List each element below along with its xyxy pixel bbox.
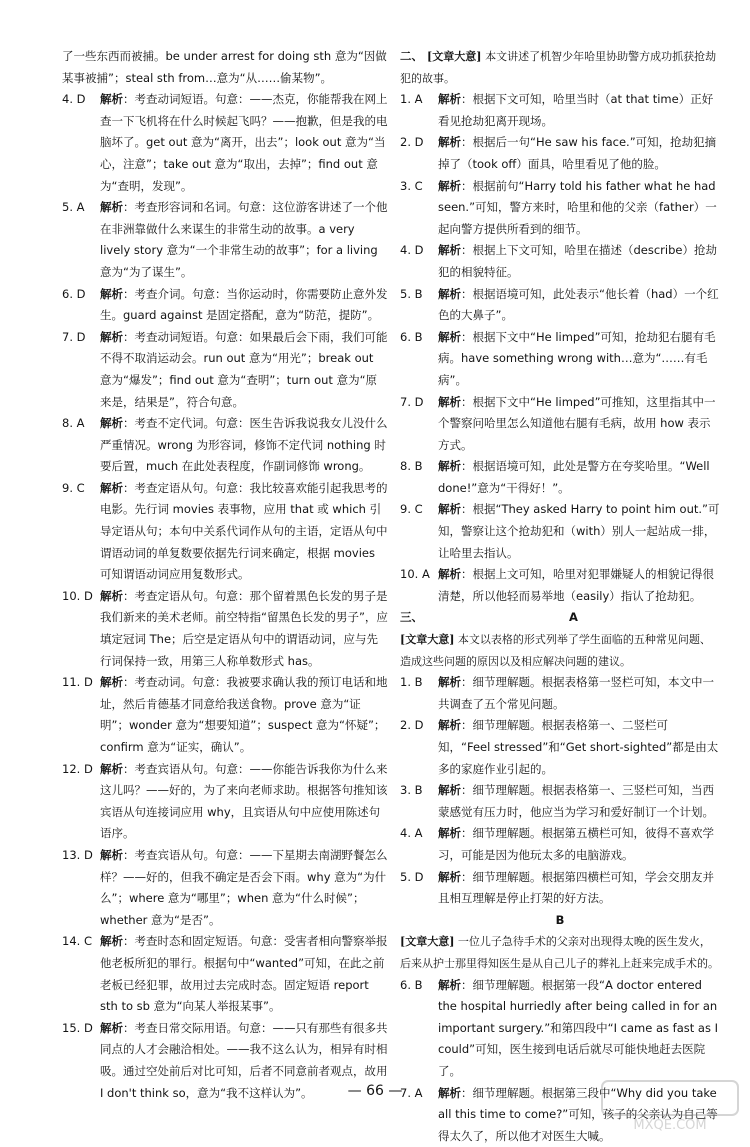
analysis-label: 解析 [100, 330, 123, 344]
analysis-text: ：根据前句“Harry told his father what he had seen.”可知，警方来时，哈里和他的父亲（father）一起向警方提供所看到的细节。 [438, 179, 717, 236]
question-number: 3. [400, 179, 411, 193]
analysis-text: ：根据上文可知，哈里对犯罪嫌疑人的相貌记得很清楚，所以他轻而易举地（easily）指认了抢劫犯。 [438, 567, 714, 603]
answer-item [400, 780, 720, 823]
section-header [400, 46, 720, 89]
answer-letter: D [84, 762, 93, 776]
answer-item [400, 327, 720, 392]
analysis-label: 解析 [438, 675, 461, 689]
question-number: 3. [400, 783, 411, 797]
analysis-text: ：考查不定代词。句意：医生告诉我说我女儿没什么严重情况。wrong 为形容词，修饰不定代词 nothing 时要后置，much 在此处表程度，作副词修饰 wrong。 [100, 416, 388, 473]
analysis-label: 解析 [100, 287, 123, 301]
analysis-label: 解析 [100, 848, 123, 862]
answer-number [62, 759, 93, 781]
analysis-label: 解析 [100, 589, 123, 603]
article-summary [400, 629, 720, 672]
answer-item [400, 499, 720, 564]
analysis-label: 解析 [438, 826, 461, 840]
watermark-graphic [600, 1077, 740, 1133]
answer-number [400, 240, 424, 262]
analysis-label: 解析 [438, 395, 461, 409]
answer-item [400, 672, 720, 715]
answer-paragraph: 了一些东西而被捕。be under arrest for doing sth 意为“因做某事被捕”；steal sth from…意为“从……偷某物”。 [62, 46, 388, 89]
analysis-text: ：细节理解题。根据第五横栏可知，彼得不喜欢学习，可能是因为他玩太多的电脑游戏。 [438, 826, 714, 862]
question-number: 7. [400, 1086, 411, 1100]
answer-number [62, 586, 93, 608]
watermark-text: MXQE.COM [633, 1118, 706, 1133]
analysis-label: 解析 [100, 481, 123, 495]
analysis-text: ：根据下文中“He limped”可推知，这里指其中一个警察问哈里怎么知道他右腿有毛病，故用 how 表示方式。 [438, 395, 716, 452]
answer-number [400, 327, 423, 349]
answer-letter: C [84, 934, 92, 948]
answer-number [62, 413, 85, 435]
question-number: 5. [62, 200, 73, 214]
question-number: 7. [400, 395, 411, 409]
answer-letter: B [415, 459, 423, 473]
analysis-text: ：考查宾语从句。句意：——你能告诉我你为什么来这儿吗？——好的，为了来向老师求助。根据答句推知该宾语从句连接词应用 why，且宾语从句中应使用陈述句语序。 [100, 762, 388, 841]
answer-letter: D [84, 589, 93, 603]
answer-letter: D [415, 243, 424, 257]
analysis-label: 解析 [438, 1086, 461, 1100]
analysis-label: 解析 [438, 179, 461, 193]
answer-letter: A [77, 200, 85, 214]
answer-letter: D [84, 675, 93, 689]
answer-number [400, 823, 423, 845]
question-number: 8. [62, 416, 73, 430]
analysis-label: 解析 [438, 502, 461, 516]
summary-label: [文章大意] [427, 50, 481, 63]
answer-item [400, 823, 720, 866]
left-column [62, 46, 388, 1104]
analysis-text: ：细节理解题。根据第四横栏可知，学会交朋友并且相互理解是停止打架的好方法。 [438, 870, 714, 906]
question-number: 6. [400, 330, 411, 344]
answer-item [400, 240, 720, 283]
answer-letter: D [415, 395, 424, 409]
answer-letter: D [415, 135, 424, 149]
answer-number [400, 564, 430, 586]
answer-letter: B [415, 287, 423, 301]
answer-letter: D [415, 718, 424, 732]
answer-number [400, 975, 423, 997]
analysis-text: ：根据下文中“He limped”可知，抢劫犯右腿有毛病。have something wrong with…意为“……有毛病”。 [438, 330, 716, 387]
answer-letter: A [415, 1086, 423, 1100]
answer-number [400, 392, 424, 414]
answer-letter: B [415, 783, 423, 797]
question-number: 6. [400, 978, 411, 992]
section-header [400, 607, 720, 629]
question-number: 9. [62, 481, 73, 495]
question-number: 1. [400, 675, 411, 689]
analysis-text: ：考查介词。句意：当你运动时，你需要防止意外发生。guard against 是固定搭配，意为“防范，提防”。 [100, 287, 388, 323]
analysis-text: ：细节理解题。根据表格第一竖栏可知，本文中一共调查了五个常见问题。 [438, 675, 714, 711]
answer-item [400, 456, 720, 499]
page-number: — 66 — [0, 1083, 750, 1099]
watermark-logo [600, 1077, 740, 1133]
answer-item [400, 867, 720, 910]
answer-letter: D [77, 92, 86, 106]
question-number: 11. [62, 675, 80, 689]
analysis-label: 解析 [100, 762, 123, 776]
article-summary [400, 931, 720, 974]
analysis-text: ：根据语境可知，此处是警方在夸奖哈里。“Well done!”意为“干得好！”。 [438, 459, 710, 495]
right-column [400, 46, 720, 1147]
answer-item [62, 284, 388, 327]
answer-number [62, 1018, 93, 1040]
answer-letter: A [415, 826, 423, 840]
analysis-label: 解析 [438, 135, 461, 149]
answer-item [62, 845, 388, 931]
analysis-label: 解析 [438, 567, 461, 581]
answer-number [400, 132, 424, 154]
analysis-label: 解析 [438, 783, 461, 797]
answer-number [400, 780, 423, 802]
answer-letter: D [415, 870, 424, 884]
answer-letter: D [77, 330, 86, 344]
analysis-label: 解析 [438, 287, 461, 301]
answer-item [400, 715, 720, 780]
answer-number [62, 327, 86, 349]
question-number: 2. [400, 135, 411, 149]
answer-item [62, 327, 388, 413]
analysis-text: ：考查动词。句意：我被要求确认我的预订电话和地址，然后肯德基才同意给我送食物。prove 意为“证明”；wonder 意为“想要知道”；suspect 意为“怀疑”；confirm 意为“证实，确认”。 [100, 675, 388, 754]
question-number: 10. [400, 567, 418, 581]
analysis-label: 解析 [100, 934, 123, 948]
question-number: 15. [62, 1021, 80, 1035]
answer-letter: A [77, 416, 85, 430]
question-number: 9. [400, 502, 411, 516]
answer-letter: D [84, 848, 93, 862]
question-number: 14. [62, 934, 80, 948]
answer-item [400, 975, 720, 1083]
summary-text: 本文以表格的形式列举了学生面临的五种常见问题、造成这些问题的原因以及相应解决问题的建议。 [400, 633, 711, 668]
analysis-label: 解析 [100, 416, 123, 430]
answer-number [400, 456, 423, 478]
answer-item [400, 284, 720, 327]
analysis-text: ：根据下文可知，哈里当时（at that time）正好看见抢劫犯离开现场。 [438, 92, 713, 128]
passage-letter: A [427, 607, 720, 629]
analysis-text: ：根据后一句“He saw his face.”可知，抢劫犯摘掉了（took off）面具，哈里看见了他的脸。 [438, 135, 716, 171]
question-number: 10. [62, 589, 80, 603]
answer-number [400, 284, 423, 306]
answer-number [62, 197, 85, 219]
answer-letter: B [415, 675, 423, 689]
question-number: 2. [400, 718, 411, 732]
answer-letter: C [415, 179, 423, 193]
answer-number [400, 715, 424, 737]
analysis-text: ：考查形容词和名词。句意：这位游客讲述了一个他在非洲靠做什么来谋生的非常生动的故事。a very lively story 意为“一个非常生动的故事”；for a living 意为“为了谋生”。 [100, 200, 388, 279]
analysis-text: ：细节理解题。根据表格第一、三竖栏可知，当西蒙感觉有压力时，他应当为学习和爱好制订一个计划。 [438, 783, 714, 819]
analysis-label: 解析 [438, 870, 461, 884]
analysis-text: ：考查定语从句。句意：那个留着黑色长发的男子是我们新来的美术老师。前空特指“留黑色长发的男子”，应填定冠词 The；后空是定语从句中的谓语动词，应与先行词保持一致，用第三人称单数形式 has。 [100, 589, 388, 668]
answer-item [62, 931, 388, 1017]
answer-number [400, 176, 423, 198]
question-number: 1. [400, 92, 411, 106]
answer-number [400, 89, 423, 111]
analysis-text: ：考查日常交际用语。句意：——只有那些有很多共同点的人才会融洽相处。——我不这么认为，相异有时相吸。通过空处前后对比可知，后者不同意前者观点，故用 I don't think so，意为“我不这样认为”。 [100, 1021, 388, 1100]
answer-letter: A [422, 567, 430, 581]
summary-text: 本文讲述了机智少年哈里协助警方成功抓获抢劫犯的故事。 [400, 50, 716, 85]
answer-item [400, 89, 720, 132]
section-number: 二、 [400, 49, 423, 63]
answer-number [400, 867, 424, 889]
analysis-text: ：根据“They asked Harry to point him out.”可知，警察让这个抢劫犯和（with）别人一起站成一排，让哈里去指认。 [438, 502, 720, 559]
question-number: 8. [400, 459, 411, 473]
answer-item [400, 132, 720, 175]
answer-item [62, 197, 388, 283]
answer-letter: A [415, 92, 423, 106]
question-number: 12. [62, 762, 80, 776]
question-number: 7. [62, 330, 73, 344]
answer-number [62, 89, 86, 111]
analysis-label: 解析 [100, 200, 123, 214]
question-number: 4. [400, 243, 411, 257]
analysis-label: 解析 [438, 978, 461, 992]
analysis-text: ：细节理解题。根据第一段“A doctor entered the hospital hurriedly after being called in for an important surgery.”和第四段中“I came as fast as I could”可知，医生接到电话后就尽可能快地赶去医院了。 [438, 978, 718, 1078]
summary-label: [文章大意] [400, 935, 454, 948]
answer-letter: B [415, 978, 423, 992]
answer-letter: D [77, 287, 86, 301]
analysis-label: 解析 [438, 243, 461, 257]
analysis-text: ：考查时态和固定短语。句意：受害者相向警察举报他老板所犯的罪行。根据句中“wanted”可知，在此之前老板已经犯罪，故用过去完成时态。固定短语 report sth to sb 意为“向某人举报某事”。 [100, 934, 388, 1013]
answer-number [400, 672, 423, 694]
section-number: 三、 [400, 607, 423, 629]
analysis-text: ：细节理解题。根据表格第一、二竖栏可知，“Feel stressed”和“Get short-sighted”都是由太多的家庭作业引起的。 [438, 718, 718, 775]
answer-item [62, 89, 388, 197]
answer-number [62, 672, 93, 694]
analysis-text: ：根据上下文可知，哈里在描述（describe）抢劫犯的相貌特征。 [438, 243, 717, 279]
analysis-text: ：考查宾语从句。句意：——下星期去南湖野餐怎么样？——好的，但我不确定是否会下雨。why 意为“为什么”；where 意为“哪里”；when 意为“什么时候”；whether 意为“是否”。 [100, 848, 388, 927]
answer-item [400, 176, 720, 241]
analysis-label: 解析 [100, 675, 123, 689]
answer-item [62, 759, 388, 845]
analysis-text: ：考查定语从句。句意：我比较喜欢能引起我思考的电影。先行词 movies 表事物，应用 that 或 which 引导定语从句；本句中关系代词作从句的主语，定语从句中谓语动词的单复数要依据先行词来确定，根据 movies 可知谓语动词应用复数形式。 [100, 481, 388, 581]
answer-item [400, 564, 720, 607]
analysis-text: ：考查动词短语。句意：——杰克，你能帮我在网上查一下飞机将在什么时候起飞吗？——抱歉，但是我的电脑坏了。get out 意为“离开，出去”；look out 意为“当心，注意”；take out 意为“取出，去掉”；find out 意为“查明，发现”。 [100, 92, 388, 192]
analysis-text: ：考查动词短语。句意：如果最后会下雨，我们可能不得不取消运动会。run out 意为“用光”；break out 意为“爆发”；find out 意为“查明”；turn out 意为“原来是，结果是”，符合句意。 [100, 330, 388, 409]
passage-letter: B [400, 910, 720, 932]
answer-item [400, 392, 720, 457]
question-number: 4. [62, 92, 73, 106]
answer-number [62, 284, 86, 306]
answer-number [62, 845, 93, 867]
analysis-label: 解析 [438, 330, 461, 344]
answer-item [62, 413, 388, 478]
question-number: 13. [62, 848, 80, 862]
answer-item [62, 672, 388, 758]
question-number: 5. [400, 870, 411, 884]
answer-number [62, 931, 92, 953]
answer-item [62, 478, 388, 586]
summary-text: 一位儿子急待手术的父亲对出现得太晚的医生发火，后来从护士那里得知医生是从自己儿子的葬礼上赶来完成手术的。 [400, 935, 719, 970]
analysis-label: 解析 [438, 718, 461, 732]
question-number: 5. [400, 287, 411, 301]
analysis-label: 解析 [438, 459, 461, 473]
answer-item [62, 586, 388, 672]
answer-letter: D [84, 1021, 93, 1035]
answer-letter: B [415, 330, 423, 344]
answer-letter: C [415, 502, 423, 516]
analysis-text: ：根据语境可知，此处表示“他长着（had）一个红色的大鼻子”。 [438, 287, 719, 323]
question-number: 4. [400, 826, 411, 840]
answer-letter: C [77, 481, 85, 495]
analysis-label: 解析 [100, 92, 123, 106]
analysis-text: ：细节理解题。根据第三段中“Why did you take all this time to come?”可知，孩子的父亲认为自己等得太久了，所以他才对医生大喊。 [438, 1086, 718, 1143]
summary-label: [文章大意] [400, 633, 454, 646]
answer-number [62, 478, 85, 500]
question-number: 6. [62, 287, 73, 301]
analysis-label: 解析 [438, 92, 461, 106]
analysis-label: 解析 [100, 1021, 123, 1035]
answer-number [400, 499, 423, 521]
